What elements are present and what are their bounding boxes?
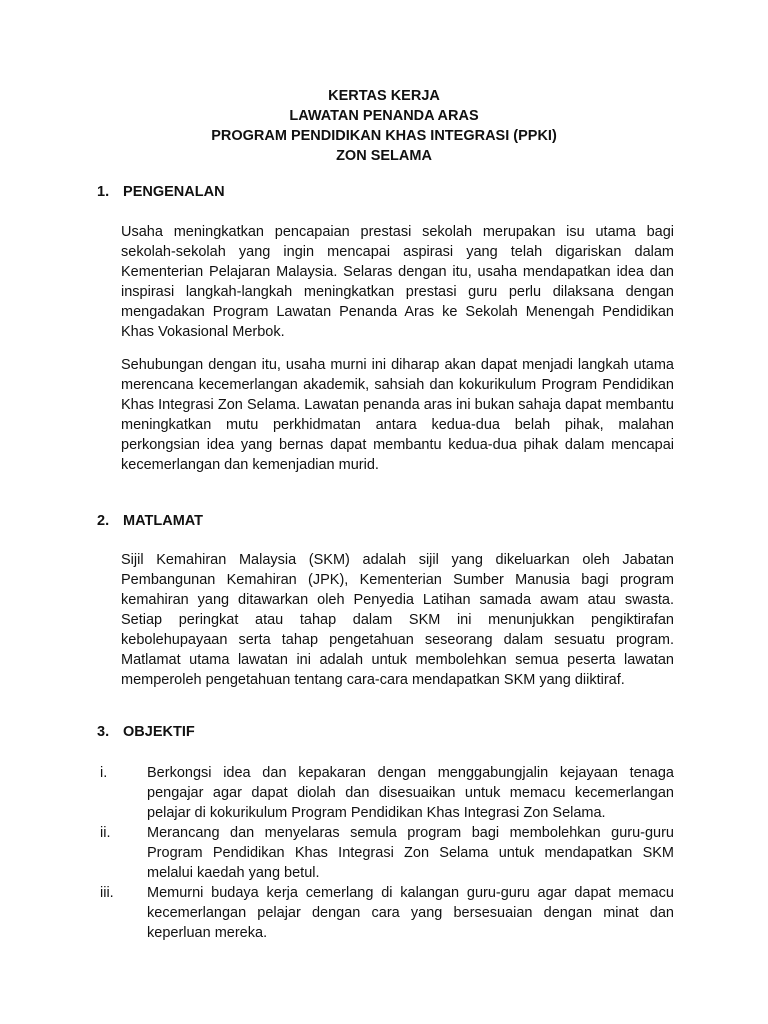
objective-numeral: iii. <box>100 885 114 901</box>
section-title: MATLAMAT <box>123 513 204 529</box>
objective-item-1 <box>100 763 674 823</box>
objective-item-3 <box>100 883 674 943</box>
section-title: PENGENALAN <box>123 184 225 200</box>
title-line-3: PROGRAM PENDIDIKAN KHAS INTEGRASI (PPKI) <box>211 128 557 144</box>
objective-text: Memurni budaya kerja cemerlang di kalangan guru-guru agar dapat memacu kecemerlangan pelajar dengan cara yang bersesuaian dengan minat dan keperluan mereka. <box>147 885 674 941</box>
section-number: 1. <box>97 184 110 200</box>
objective-numeral: i. <box>100 765 108 781</box>
section-heading-pengenalan <box>97 182 225 202</box>
objective-item-2 <box>100 823 674 883</box>
objective-text: Merancang dan menyelaras semula program bagi membolehkan guru-guru Program Pendidikan Khas Integrasi Zon Selama untuk mendapatkan SKM melalui kaedah yang betul. <box>147 825 674 881</box>
document-title <box>0 86 768 166</box>
pengenalan-paragraph-2: Sehubungan dengan itu, usaha murni ini diharap akan dapat menjadi langkah utama merencana kecemerlangan akademik, sahsiah dan kokurikulum Program Pendidikan Khas Integrasi Zon Selama. Lawatan penanda aras ini bukan sahaja dapat membantu meningkatkan mutu perkhidmatan antara kedua-dua belah pihak, malahan perkongsian idea yang bernas dapat membantu kedua-dua pihak dalam mencapai kecemerlangan dan kemenjadian murid. <box>121 357 674 473</box>
title-line-2: LAWATAN PENANDA ARAS <box>289 108 479 124</box>
section-heading-matlamat <box>97 511 203 531</box>
section-number: 3. <box>97 724 110 740</box>
title-line-4: ZON SELAMA <box>336 148 432 164</box>
pengenalan-paragraph-1: Usaha meningkatkan pencapaian prestasi sekolah merupakan isu utama bagi sekolah-sekolah yang ingin mencapai aspirasi yang telah digariskan dalam Kementerian Pelajaran Malaysia. Selaras dengan itu, usaha mendapatkan idea dan inspirasi langkah-langkah meningkatkan prestasi guru perlu dilaksana dengan mengadakan Program Lawatan Penanda Aras ke Sekolah Menengah Pendidikan Khas Vokasional Merbok. <box>121 224 674 340</box>
section-number: 2. <box>97 513 110 529</box>
objective-text: Berkongsi idea dan kepakaran dengan menggabungjalin kejayaan tenaga pengajar agar dapat diolah dan disesuaikan untuk memacu kecemerlangan pelajar di kokurikulum Program Pendidikan Khas Integrasi Zon Selama. <box>147 765 674 821</box>
section-title: OBJEKTIF <box>123 724 195 740</box>
title-line-1: KERTAS KERJA <box>328 88 440 104</box>
objective-numeral: ii. <box>100 825 111 841</box>
matlamat-paragraph-1: Sijil Kemahiran Malaysia (SKM) adalah sijil yang dikeluarkan oleh Jabatan Pembangunan Kemahiran (JPK), Kementerian Sumber Manusia bagi program kemahiran yang ditawarkan oleh Penyedia Latihan samada awam atau swasta. Setiap peringkat atau tahap dalam SKM ini menunjukkan pengiktirafan kebolehupayaan serta tahap pengetahuan seseorang dalam sesuatu program. Matlamat utama lawatan ini adalah untuk membolehkan semua peserta lawatan memperoleh pengetahuan tentang cara-cara mendapatkan SKM yang diiktiraf. <box>121 552 674 688</box>
section-heading-objektif <box>97 722 195 742</box>
